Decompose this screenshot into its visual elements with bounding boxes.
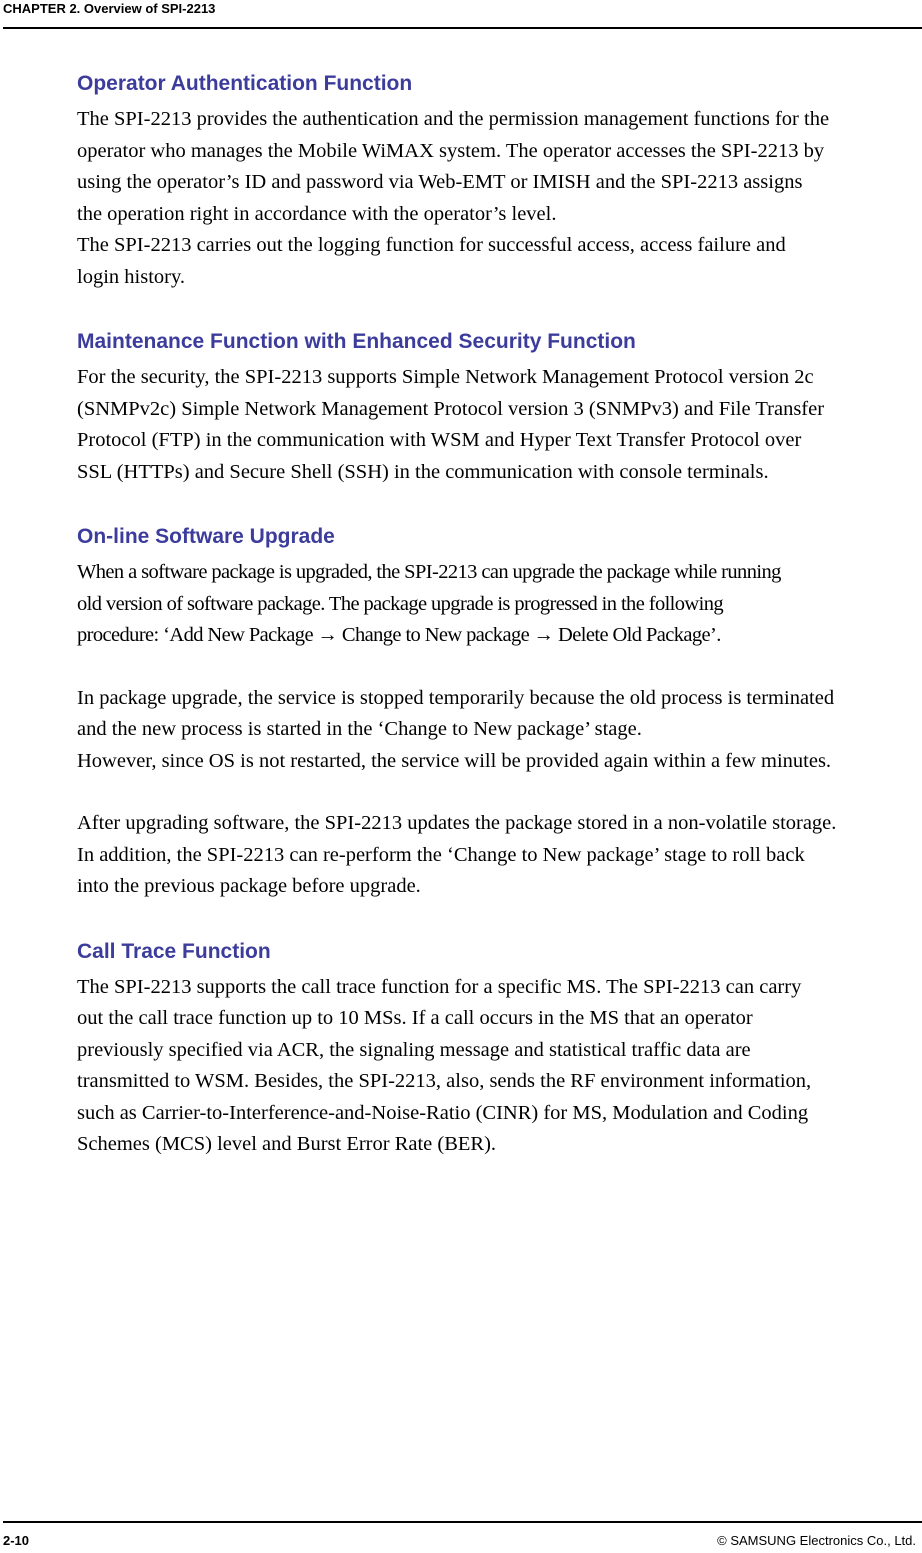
text-line: SSL (HTTPs) and Secure Shell (SSH) in the communication with console terminals.: [77, 460, 769, 483]
text-line: The SPI-2213 supports the call trace function for a specific MS. The SPI-2213 can carry: [77, 975, 802, 998]
text-line: the operation right in accordance with the operator’s level.: [77, 202, 557, 225]
section-heading: Operator Authentication Function: [77, 72, 413, 95]
text-line: Protocol (FTP) in the communication with WSM and Hyper Text Transfer Protocol over: [77, 429, 802, 451]
paragraph: [77, 557, 919, 652]
text-line: Schemes (MCS) level and Burst Error Rate (BER).: [77, 1133, 497, 1155]
text-line: procedure: ‘Add New Package → Change to New package → Delete Old Package’.: [77, 624, 721, 646]
spacer: [77, 293, 919, 328]
section-heading: Call Trace Function: [77, 939, 271, 963]
text-line: However, since OS is not restarted, the service will be provided again within a few minutes.: [77, 749, 832, 772]
section-online-software-upgrade: [77, 523, 919, 903]
spacer: [77, 777, 919, 808]
page-footer: [3, 1521, 922, 1553]
paragraph: [77, 972, 919, 1161]
section-heading: On-line Software Upgrade: [77, 525, 335, 548]
paragraph: [77, 808, 919, 903]
paragraph: [77, 362, 919, 488]
text-line: When a software package is upgraded, the SPI-2213 can upgrade the package while running: [77, 561, 781, 583]
text-line: and the new process is started in the ‘Change to New package’ stage.: [77, 718, 642, 740]
section-call-trace: [77, 938, 919, 1161]
page-body: [77, 70, 919, 1161]
text-line: out the call trace function up to 10 MSs. If a call occurs in the MS that an operator: [77, 1007, 753, 1029]
text-line: After upgrading software, the SPI-2213 updates the package stored in a non-volatile storage.: [77, 812, 837, 834]
spacer: [77, 488, 919, 523]
section-maintenance-security: [77, 328, 919, 488]
paragraph: [77, 104, 919, 293]
section-heading: Maintenance Function with Enhanced Security Function: [77, 330, 636, 353]
spacer: [77, 652, 919, 683]
text-line: operator who manages the Mobile WiMAX system. The operator accesses the SPI-2213 by: [77, 139, 825, 162]
text-line: In addition, the SPI-2213 can re-perform the ‘Change to New package’ stage to roll back: [77, 843, 805, 866]
text-line: The SPI-2213 carries out the logging function for successful access, access failure and: [77, 234, 786, 256]
chapter-title: CHAPTER 2. Overview of SPI-2213: [3, 1, 216, 16]
text-line: such as Carrier-to-Interference-and-Noise-Ratio (CINR) for MS, Modulation and Coding: [77, 1101, 809, 1124]
text-line: (SNMPv2c) Simple Network Management Protocol version 3 (SNMPv3) and File Transfer: [77, 397, 825, 420]
text-line: login history.: [77, 265, 186, 288]
paragraph: [77, 683, 919, 778]
text-line: previously specified via ACR, the signaling message and statistical traffic data are: [77, 1038, 751, 1061]
section-operator-authentication: [77, 70, 919, 293]
text-line: old version of software package. The package upgrade is progressed in the following: [77, 592, 724, 615]
spacer: [77, 903, 919, 938]
text-line: transmitted to WSM. Besides, the SPI-2213, also, sends the RF environment information,: [77, 1070, 812, 1092]
text-line: The SPI-2213 provides the authentication and the permission management functions for the: [77, 108, 830, 130]
page-number: 2-10: [3, 1533, 30, 1548]
text-line: For the security, the SPI-2213 supports Simple Network Management Protocol version 2c: [77, 366, 814, 388]
copyright-notice: © SAMSUNG Electronics Co., Ltd.: [717, 1533, 916, 1548]
text-line: into the previous package before upgrade.: [77, 875, 421, 897]
page-header: [3, 0, 922, 29]
text-line: using the operator’s ID and password via Web-EMT or IMISH and the SPI-2213 assigns: [77, 171, 803, 193]
text-line: In package upgrade, the service is stopped temporarily because the old process is terminated: [77, 686, 835, 709]
